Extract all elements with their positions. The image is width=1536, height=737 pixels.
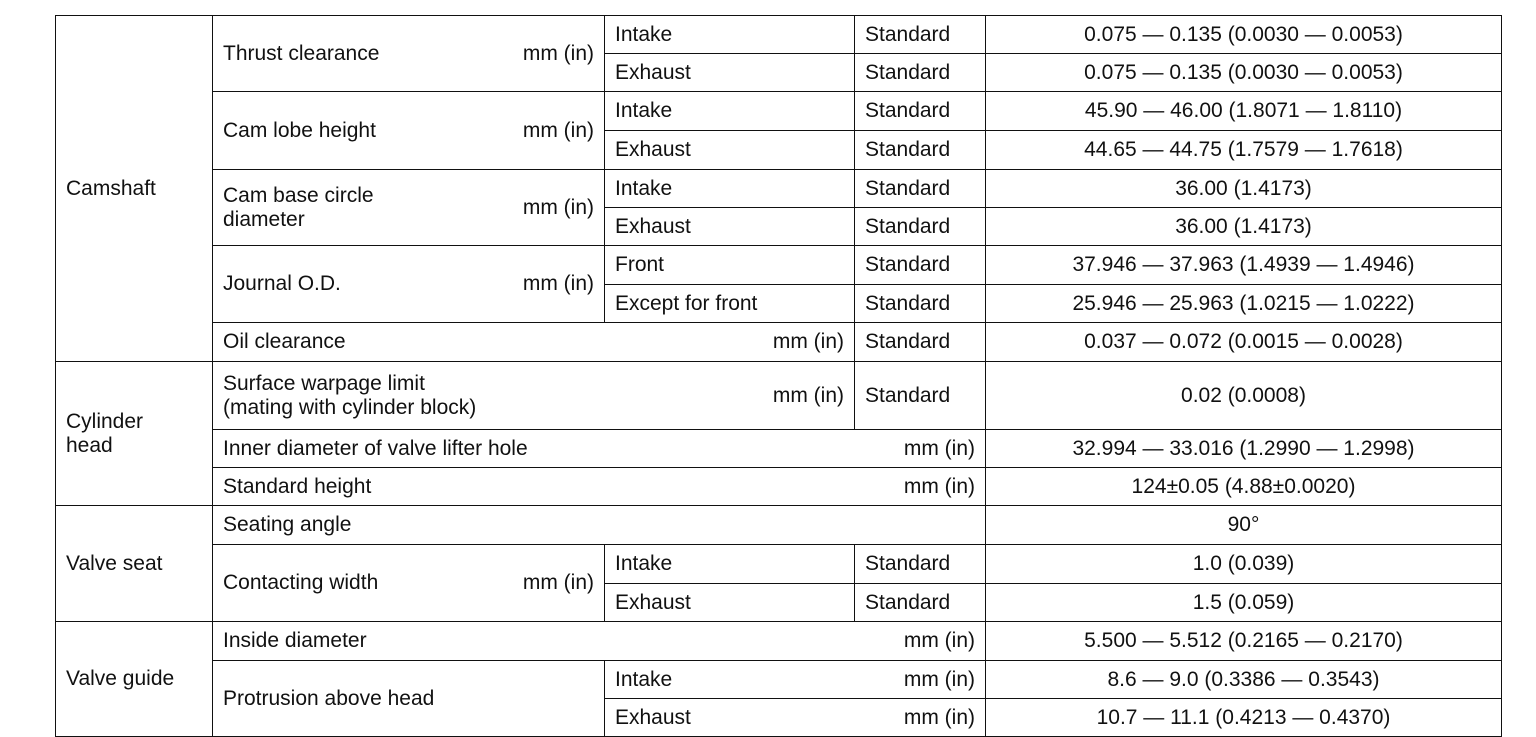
engine-spec-table [55,15,1502,737]
table-row [56,362,1502,430]
sub-label: Except for front [605,285,855,323]
unit-label: mm (in) [772,330,844,353]
table-row [56,246,1502,285]
grade-label: Standard [855,16,986,54]
unit-label: mm (in) [903,629,975,652]
spec-value: 5.500 — 5.512 (0.2165 — 0.2170) [986,622,1502,661]
item-label: Inner diameter of valve lifter hole [223,436,528,460]
item-seating-angle [213,506,986,545]
grade-label: Standard [855,545,986,584]
item-label: Thrust clearance [223,41,380,65]
table-row [56,661,1502,699]
table-row [56,170,1502,208]
item-thrust-clearance [213,16,605,92]
item-label: Cam lobe height [223,118,376,142]
table-row [56,506,1502,545]
table-row [56,430,1502,468]
sub-label: Front [605,246,855,285]
unit-label: mm (in) [522,118,594,142]
unit-label: mm (in) [522,195,594,219]
unit-label: mm (in) [903,705,975,729]
spec-value: 0.075 — 0.135 (0.0030 — 0.0053) [986,54,1502,92]
grade-label: Standard [855,131,986,170]
item-label: Protrusion above head [223,686,435,710]
table-row [56,16,1502,54]
item-oil-clearance [213,323,855,362]
unit-label: mm (in) [903,436,975,460]
grade-label: Standard [855,170,986,208]
item-contacting-width [213,545,605,622]
grade-label: Standard [855,584,986,622]
section-label: Cylinder head [66,409,144,457]
spec-value: 36.00 (1.4173) [986,208,1502,246]
spec-value: 44.65 — 44.75 (1.7579 — 1.7618) [986,131,1502,170]
item-inside-diameter [213,622,986,661]
section-label: Valve guide [66,667,175,690]
spec-value: 90° [986,506,1502,545]
spec-value: 1.5 (0.059) [986,584,1502,622]
grade-label: Standard [855,208,986,246]
unit-label: mm (in) [522,272,594,295]
table-row [56,323,1502,362]
protrusion-intake [605,661,986,699]
sub-label: Exhaust [605,208,855,246]
item-label: Seating angle [223,513,352,536]
spec-value: 32.994 — 33.016 (1.2990 — 1.2998) [986,430,1502,468]
item-protrusion [213,661,605,737]
section-valve-guide [56,622,213,737]
item-label: Contacting width [223,571,379,594]
grade-label: Standard [855,54,986,92]
item-surface-warpage [213,362,855,430]
spec-value: 0.075 — 0.135 (0.0030 — 0.0053) [986,16,1502,54]
grade-label: Standard [855,362,986,430]
sub-label: Exhaust [615,705,691,729]
sub-label: Exhaust [605,584,855,622]
sub-label: Intake [605,170,855,208]
spec-value: 36.00 (1.4173) [986,170,1502,208]
sub-label: Intake [605,16,855,54]
sub-label: Exhaust [605,131,855,170]
section-label: Camshaft [66,176,156,200]
spec-value: 1.0 (0.039) [986,545,1502,584]
item-label: Journal O.D. [223,272,341,295]
item-label: Inside diameter [223,629,367,652]
unit-label: mm (in) [903,474,975,498]
unit-label: mm (in) [522,571,594,594]
section-cylinder-head [56,362,213,506]
sub-label: Intake [605,92,855,131]
section-label: Valve seat [66,551,163,575]
item-journal-od [213,246,605,323]
section-camshaft [56,16,213,362]
spec-value: 37.946 — 37.963 (1.4939 — 1.4946) [986,246,1502,285]
spec-value: 0.037 — 0.072 (0.0015 — 0.0028) [986,323,1502,362]
spec-value: 25.946 — 25.963 (1.0215 — 1.0222) [986,285,1502,323]
unit-label: mm (in) [522,41,594,65]
grade-label: Standard [855,285,986,323]
sub-label: Intake [605,545,855,584]
table-row [56,92,1502,131]
protrusion-exhaust [605,699,986,737]
item-standard-height [213,468,986,506]
item-label: Standard height [223,474,372,498]
spec-value: 124±0.05 (4.88±0.0020) [986,468,1502,506]
section-valve-seat [56,506,213,622]
spec-value: 8.6 — 9.0 (0.3386 — 0.3543) [986,661,1502,699]
sub-label: Intake [615,667,673,691]
item-valve-lifter-hole [213,430,986,468]
item-cam-lobe-height [213,92,605,170]
table-row [56,622,1502,661]
table-row [56,468,1502,506]
sub-label: Exhaust [605,54,855,92]
unit-label: mm (in) [903,667,975,691]
spec-value: 10.7 — 11.1 (0.4213 — 0.4370) [986,699,1502,737]
spec-value: 45.90 — 46.00 (1.8071 — 1.8110) [986,92,1502,131]
unit-label: mm (in) [772,383,844,407]
item-label: Cam base circle diameter [223,183,374,231]
grade-label: Standard [855,246,986,285]
item-label: Surface warpage limit (mating with cylinder block) [223,371,477,419]
item-cam-base-circle [213,170,605,246]
table-row [56,545,1502,584]
grade-label: Standard [855,92,986,131]
grade-label: Standard [855,323,986,362]
spec-value: 0.02 (0.0008) [986,362,1502,430]
item-label: Oil clearance [223,330,346,353]
